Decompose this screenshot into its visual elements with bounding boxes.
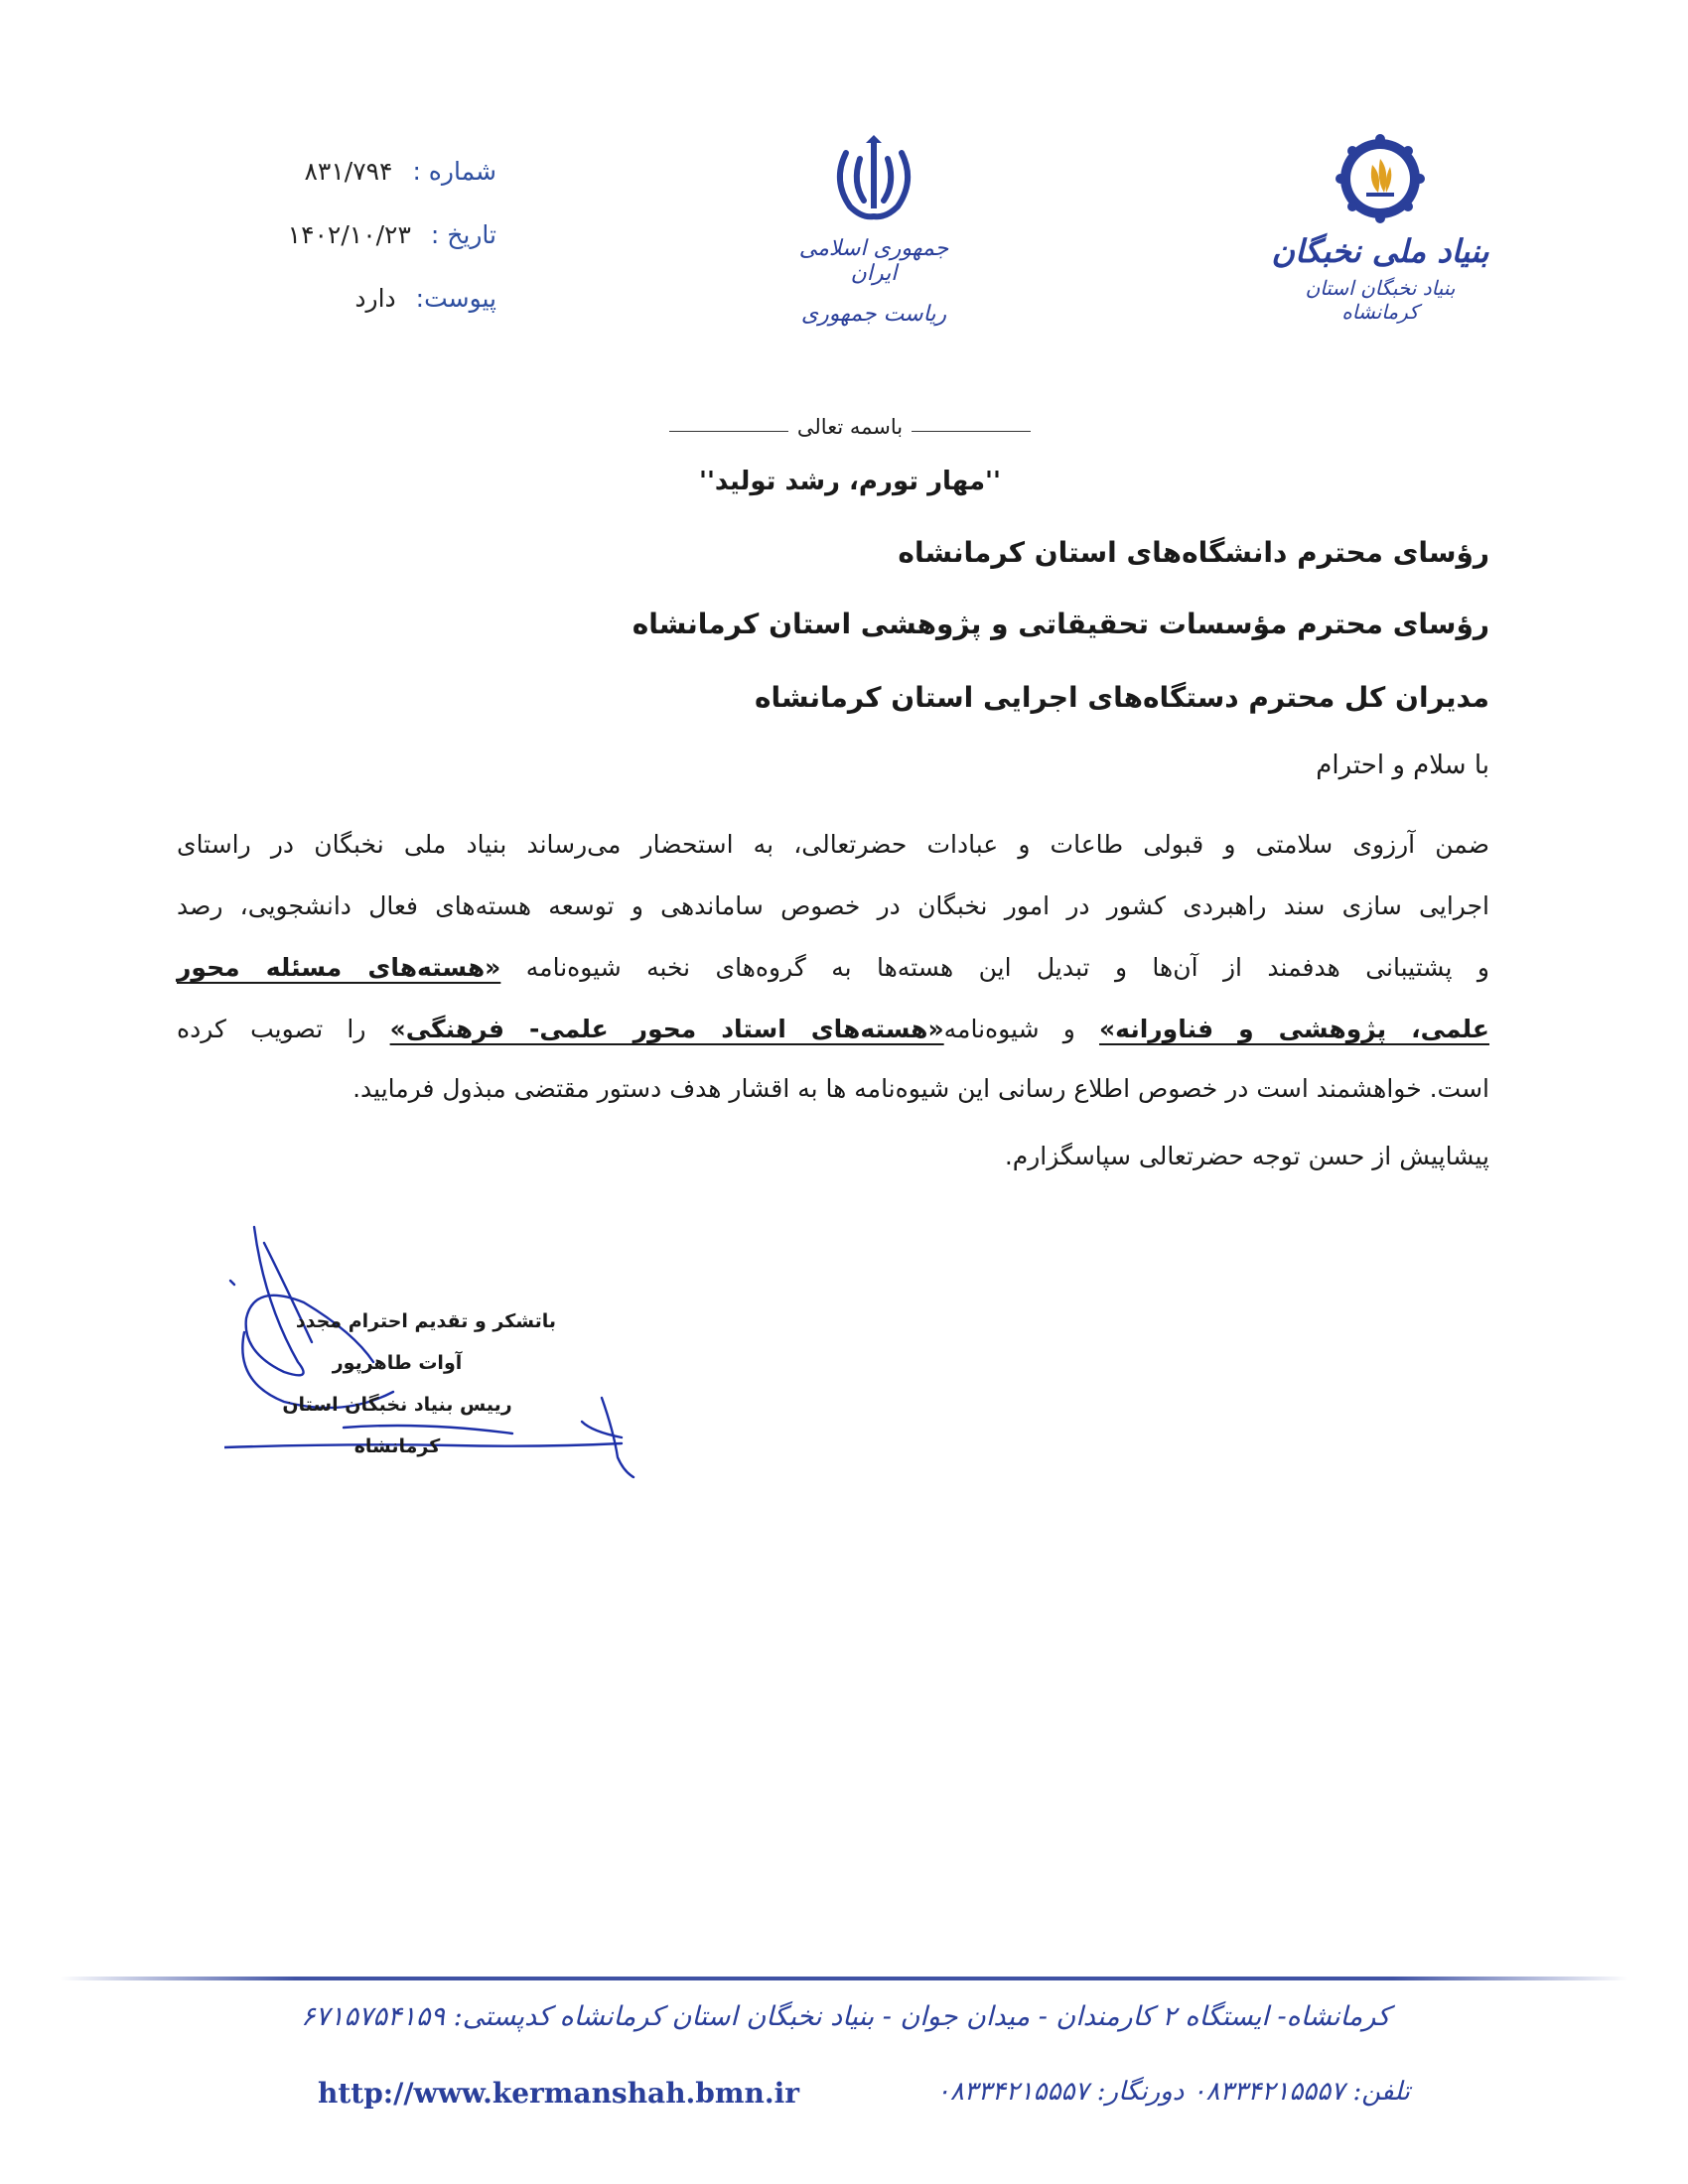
body-line-5: است. خواهشمند است در خصوص اطلاع رسانی این شیوه‌نامه ها به اقشار هدف دستور مقتضی مبذول فرمایید. — [352, 1074, 1489, 1103]
date-value: ۱۴۰۲/۱۰/۲۳ — [287, 220, 411, 249]
body-line-3 — [177, 937, 1489, 999]
attachment-row — [258, 284, 496, 347]
signatory-name: آوات طاهرپور — [332, 1352, 463, 1374]
footer-address: کرمانشاه- ایستگاه ۲ کارمندان - میدان جوان - بنیاد نخبگان استان کرمانشاه کدپستی: ۶۷۱۵۷۵۴۱۵۹ — [301, 2001, 1390, 2032]
footer-contact — [318, 2077, 1410, 2116]
body-line-2 — [177, 876, 1489, 937]
emblem-country-text: جمهوری اسلامی ایران — [798, 236, 949, 286]
signature-block — [238, 1300, 556, 1457]
invocation-text: باسمه تعالی — [796, 415, 904, 439]
logo-subtitle-text: بنیاد نخبگان استان کرمانشاه — [1305, 276, 1456, 324]
greeting: با سلام و احترام — [1316, 751, 1489, 780]
attachment-value: دارد — [354, 284, 396, 313]
closing-line: پیشاپیش از حسن توجه حضرتعالی سپاسگزارم. — [1004, 1142, 1489, 1170]
motto: ''مهار تورم، رشد تولید'' — [699, 467, 1001, 496]
invocation-rule-right — [912, 431, 1031, 432]
guideline-1-title-part2: علمی، پژوهشی و فناورانه» — [1099, 1015, 1489, 1043]
iran-emblem — [774, 131, 973, 327]
number-value: ۸۳۱/۷۹۴ — [304, 157, 393, 186]
recipient-universities: رؤسای محترم دانشگاه‌های استان کرمانشاه — [898, 536, 1489, 569]
body-line-4-suffix: را تصویب کرده — [177, 1015, 366, 1043]
website-link[interactable]: http://www.kermanshah.bmn.ir — [318, 2077, 799, 2110]
recipient-research-institutes: رؤسای محترم مؤسسات تحقیقاتی و پژوهشی استان کرمانشاه — [632, 608, 1489, 640]
date-row — [258, 220, 496, 284]
body-line-2-text: اجرایی سازی سند راهبردی کشور در امور نخبگان در خصوص ساماندهی و توسعه هسته‌های فعال دانشجویی، رصد — [177, 891, 1489, 920]
emblem-presidency-text: ریاست جمهوری — [800, 302, 947, 327]
signature-regards: باتشکر و تقدیم احترام مجدد — [295, 1310, 556, 1332]
logo-title-text: بنیاد ملی نخبگان — [1271, 232, 1489, 270]
body-line-4 — [177, 999, 1489, 1060]
signatory-title: رییس بنیاد نخبگان استان کرمانشاه — [282, 1394, 512, 1457]
elites-foundation-logo — [1271, 131, 1489, 324]
footer-divider — [60, 1976, 1628, 1981]
guideline-2-title: «هسته‌های استاد محور علمی- فرهنگی» — [389, 1015, 944, 1043]
footer-phones: تلفن: ۰۸۳۳۴۲۱۵۵۵۷ دورنگار: ۰۸۳۳۴۲۱۵۵۵۷ — [935, 2077, 1410, 2107]
body-line-1 — [177, 814, 1489, 876]
guideline-1-title-part1: «هسته‌های مسئله محور — [177, 953, 501, 982]
date-label: تاریخ : — [430, 220, 496, 249]
letter-meta — [258, 157, 496, 347]
attachment-label: پیوست: — [415, 284, 496, 313]
body-line-3-text: و پشتیبانی هدفمند از آن‌ها و تبدیل این هسته‌ها به گروه‌های نخبه شیوه‌نامه — [525, 953, 1490, 982]
recipient-executive-agencies: مدیران کل محترم دستگاه‌های اجرایی استان کرمانشاه — [754, 681, 1489, 714]
iran-emblem-icon — [826, 131, 921, 226]
foundation-seal-icon — [1333, 131, 1428, 226]
invocation-rule-left — [669, 431, 788, 432]
invocation — [651, 415, 1049, 439]
body-line-1-text: ضمن آرزوی سلامتی و قبولی طاعات و عبادات حضرتعالی، به استحضار می‌رساند بنیاد ملی نخبگان در راستای — [177, 830, 1489, 859]
number-row — [258, 157, 496, 220]
number-label: شماره : — [412, 157, 496, 186]
body-line-4-connector: و شیوه‌نامه — [943, 1015, 1075, 1043]
